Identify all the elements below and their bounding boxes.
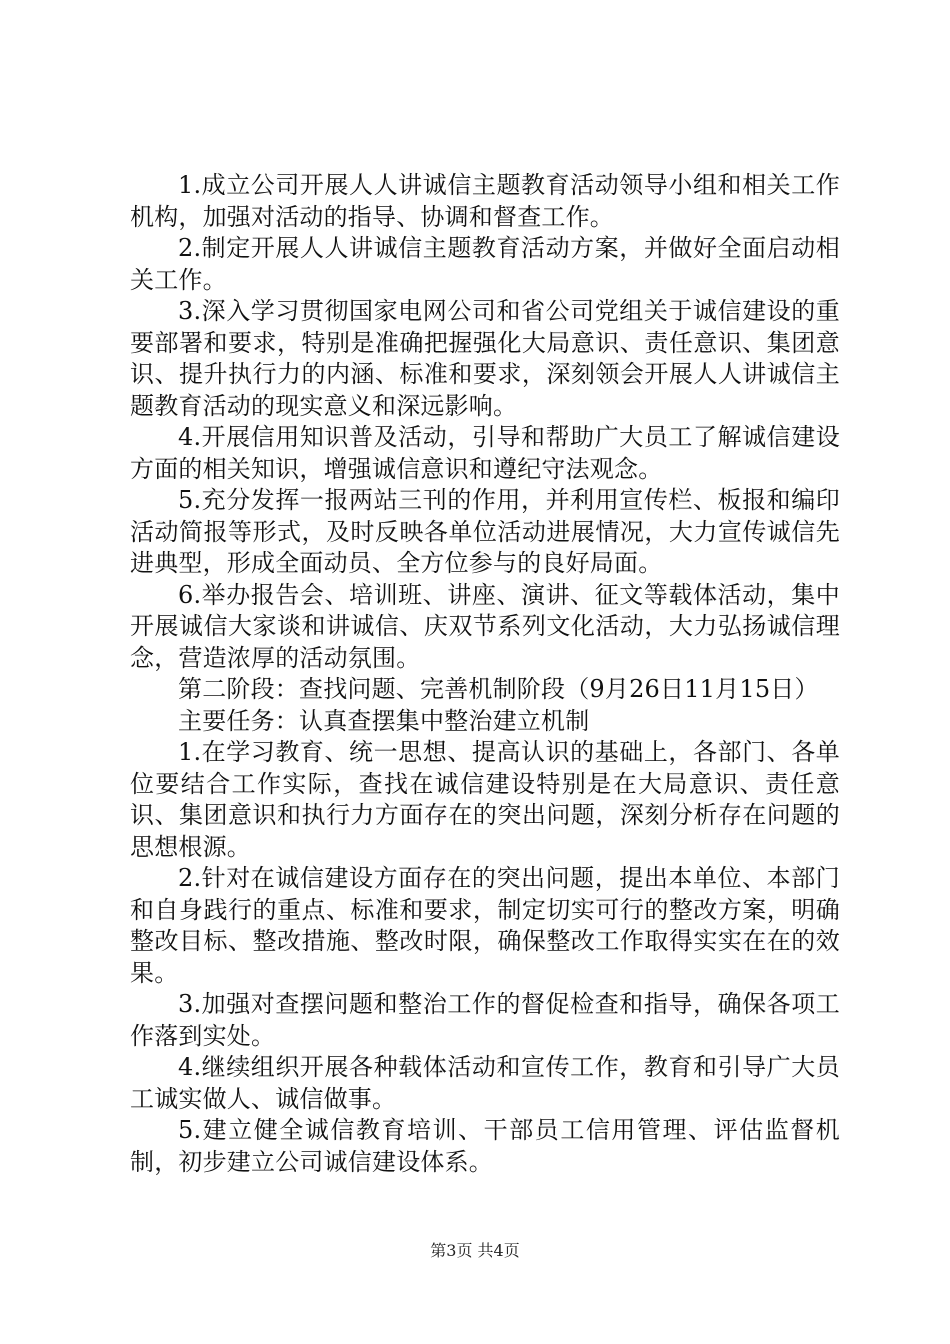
paragraph-phase1-item3: 3.深入学习贯彻国家电网公司和省公司党组关于诚信建设的重要部署和要求，特别是准确把握强化大局意识、责任意识、集团意识、提升执行力的内涵、标准和要求，深刻领会开展人人讲诚信主题教育活动的现实意义和深远影响。 [130,297,840,420]
page-number-footer: 第3页 共4页 [430,1241,520,1260]
paragraph-phase2-item4: 4.继续组织开展各种载体活动和宣传工作，教育和引导广大员工诚实做人、诚信做事。 [130,1053,840,1113]
main-task-heading: 主要任务：认真查摆集中整治建立机制 [178,706,590,735]
paragraph-phase1-item1: 1.成立公司开展人人讲诚信主题教育活动领导小组和相关工作机构，加强对活动的指导、协调和督查工作。 [130,171,840,231]
paragraph-phase2-item1: 1.在学习教育、统一思想、提高认识的基础上，各部门、各单位要结合工作实际，查找在诚信建设特别是在大局意识、责任意识、集团意识和执行力方面存在的突出问题，深刻分析存在问题的思想根源。 [130,738,840,861]
paragraph-phase2-item2: 2.针对在诚信建设方面存在的突出问题，提出本单位、本部门和自身践行的重点、标准和要求，制定切实可行的整改方案，明确整改目标、整改措施、整改时限，确保整改工作取得实实在在的效果。 [130,864,840,987]
paragraph-phase1-item6: 6.举办报告会、培训班、讲座、演讲、征文等载体活动，集中开展诚信大家谈和讲诚信、庆双节系列文化活动，大力弘扬诚信理念，营造浓厚的活动氛围。 [130,580,840,672]
section-heading-phase2: 第二阶段：查找问题、完善机制阶段（9月26日11月15日） [178,675,819,703]
paragraph-phase1-item5: 5.充分发挥一报两站三刊的作用，并利用宣传栏、板报和编印活动简报等形式，及时反映各单位活动进展情况，大力宣传诚信先进典型，形成全面动员、全方位参与的良好局面。 [130,486,840,577]
document-body [130,170,840,1178]
paragraph-phase1-item4: 4.开展信用知识普及活动，引导和帮助广大员工了解诚信建设方面的相关知识，增强诚信意识和遵纪守法观念。 [130,423,840,483]
paragraph-phase2-item5: 5.建立健全诚信教育培训、干部员工信用管理、评估监督机制，初步建立公司诚信建设体系。 [130,1116,840,1176]
paragraph-phase2-item3: 3.加强对查摆问题和整治工作的督促检查和指导，确保各项工作落到实处。 [130,990,840,1050]
paragraph-phase1-item2: 2.制定开展人人讲诚信主题教育活动方案，并做好全面启动相关工作。 [130,234,840,294]
